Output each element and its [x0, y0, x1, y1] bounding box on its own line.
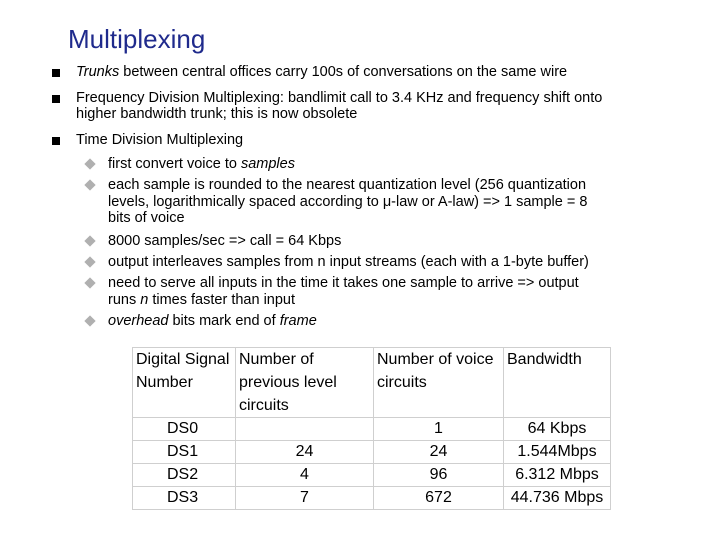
overhead-text: bits mark end of: [168, 313, 280, 329]
quantization-line-2: levels, logarithmically spaced according to μ-law or A-law) => 1 sample = 8: [108, 193, 588, 210]
table-row: [133, 464, 611, 487]
bullet-diamond-icon: [84, 315, 95, 326]
bullet-diamond-icon: [84, 256, 95, 267]
bullet-square-icon: [52, 137, 60, 145]
fdm-line-2: higher bandwidth trunk; this is now obsolete: [76, 106, 358, 122]
cell-ds: DS2: [133, 464, 236, 487]
cell-bandwidth: 64 Kbps: [504, 418, 611, 441]
header-text: circuits: [377, 374, 427, 391]
cell-prev: 7: [236, 487, 374, 510]
header-text: circuits: [239, 397, 289, 414]
bullet-square-icon: [52, 95, 60, 103]
serve-post: times faster than input: [148, 291, 296, 308]
overhead-term: overhead: [108, 313, 169, 329]
bullet-trunks: [76, 64, 676, 80]
cell-ds: DS1: [133, 441, 236, 464]
table-row: [133, 487, 611, 510]
header-text: Number: [136, 374, 193, 391]
sub-bullet-samples: [108, 156, 668, 173]
cell-bandwidth: 44.736 Mbps: [504, 487, 611, 510]
samples-text: first convert voice to: [108, 156, 241, 172]
table-row: [133, 418, 611, 441]
quantization-line-1: each sample is rounded to the nearest quantization level (256 quantization: [108, 177, 587, 193]
samples-term: samples: [240, 156, 295, 172]
bullet-diamond-icon: [84, 158, 95, 169]
cell-prev: 24: [236, 441, 374, 464]
cell-voice: 96: [374, 464, 504, 487]
cell-voice: 1: [374, 418, 504, 441]
sub-bullet-overhead: [108, 313, 668, 330]
bullet-diamond-icon: [84, 277, 95, 288]
header-previous-level: [236, 348, 374, 418]
table-header-row: [133, 348, 611, 418]
bullet-tdm: Time Division Multiplexing: [76, 132, 244, 148]
serve-line-1: need to serve all inputs in the time it takes one sample to arrive => output: [108, 275, 579, 291]
header-text: Number of voice: [377, 351, 494, 368]
bullet-fdm: [76, 90, 676, 122]
trunks-term: Trunks: [76, 64, 120, 80]
frame-term: frame: [279, 313, 317, 329]
bullet-diamond-icon: [84, 179, 95, 190]
quantization-line-3: bits of voice: [108, 210, 185, 226]
cell-voice: 672: [374, 487, 504, 510]
trunks-text: between central offices carry 100s of conversations on the same wire: [119, 64, 568, 80]
fdm-line-1: Frequency Division Multiplexing: bandlimit call to 3.4 KHz and frequency shift onto: [76, 90, 603, 106]
bullet-square-icon: [52, 69, 60, 77]
header-text: previous level: [239, 374, 337, 391]
header-text: Digital Signal: [136, 351, 230, 368]
sub-bullet-quantization: [108, 177, 668, 227]
header-text: Number of: [239, 351, 314, 368]
header-bandwidth: [504, 348, 611, 418]
bullet-diamond-icon: [84, 235, 95, 246]
header-text: Bandwidth: [507, 351, 582, 368]
table-row: [133, 441, 611, 464]
serve-line-2: [108, 292, 668, 309]
cell-bandwidth: 1.544Mbps: [504, 441, 611, 464]
header-voice-circuits: [374, 348, 504, 418]
ds-hierarchy-table: [132, 347, 611, 510]
cell-bandwidth: 6.312 Mbps: [504, 464, 611, 487]
cell-prev: 4: [236, 464, 374, 487]
cell-voice: 24: [374, 441, 504, 464]
cell-ds: DS0: [133, 418, 236, 441]
cell-prev: [236, 418, 374, 441]
slide-title: Multiplexing: [68, 24, 206, 54]
cell-ds: DS3: [133, 487, 236, 510]
header-digital-signal: [133, 348, 236, 418]
serve-n: n: [140, 291, 149, 308]
sub-bullet-serve: [108, 275, 668, 308]
sub-bullet-rate: 8000 samples/sec => call = 64 Kbps: [108, 233, 342, 249]
serve-pre: runs: [108, 291, 141, 308]
sub-bullet-interleave: output interleaves samples from n input streams (each with a 1-byte buffer): [108, 254, 589, 270]
